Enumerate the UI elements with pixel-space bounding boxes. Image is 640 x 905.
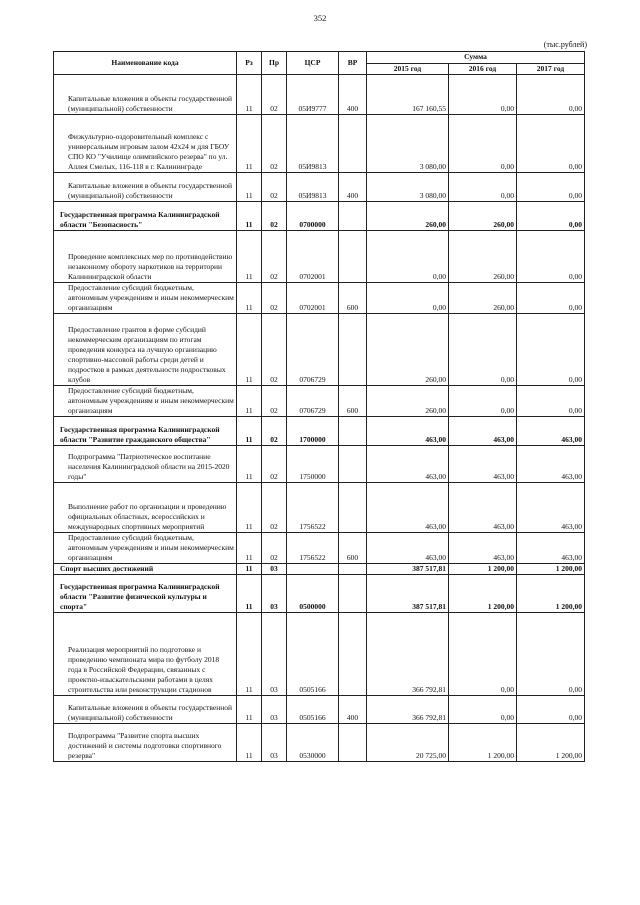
cell-rz: 11 [237, 533, 262, 564]
cell-vr: 600 [339, 283, 367, 314]
cell-rz: 11 [237, 283, 262, 314]
cell-vr [339, 724, 367, 762]
cell-vr [339, 575, 367, 613]
cell-2015: 260,00 [367, 314, 449, 386]
cell-2015: 0,00 [367, 231, 449, 283]
cell-csr: 1750000 [287, 446, 339, 483]
cell-rz: 11 [237, 173, 262, 202]
cell-rz: 11 [237, 202, 262, 231]
cell-csr: 05И9813 [287, 173, 339, 202]
cell-pr: 02 [262, 417, 287, 446]
cell-2016: 0,00 [449, 75, 517, 115]
table-row [54, 575, 585, 613]
cell-2017: 0,00 [517, 202, 585, 231]
cell-2016: 463,00 [449, 533, 517, 564]
cell-pr: 02 [262, 314, 287, 386]
cell-name: Предоставление субсидий бюджетным, автономным учреждениям и иным некоммерческим организациям [54, 533, 237, 564]
cell-name: Капитальные вложения в объекты государственной (муниципальной) собственности [54, 173, 237, 202]
cell-vr: 400 [339, 75, 367, 115]
cell-vr [339, 417, 367, 446]
cell-pr: 03 [262, 696, 287, 724]
cell-2017: 0,00 [517, 75, 585, 115]
cell-vr [339, 231, 367, 283]
cell-2015: 167 160,55 [367, 75, 449, 115]
cell-vr: 600 [339, 533, 367, 564]
cell-name: Спорт высших достижений [54, 564, 237, 575]
cell-csr: 0706729 [287, 314, 339, 386]
cell-pr: 02 [262, 173, 287, 202]
header-year-2015: 2015 год [367, 63, 449, 75]
table-row [54, 386, 585, 417]
table-row [54, 75, 585, 115]
cell-2015: 387 517,81 [367, 564, 449, 575]
cell-2017: 0,00 [517, 115, 585, 173]
cell-name: Подпрограмма "Патриотическое воспитание населения Калининградской области на 2015-2020 годы" [54, 446, 237, 483]
table-row [54, 533, 585, 564]
table-body [54, 75, 585, 762]
cell-2016: 463,00 [449, 417, 517, 446]
cell-2016: 1 200,00 [449, 564, 517, 575]
cell-csr: 05И9813 [287, 115, 339, 173]
cell-name: Государственная программа Калининградской области "Развитие гражданского общества" [54, 417, 237, 446]
cell-2016: 463,00 [449, 483, 517, 533]
cell-pr: 02 [262, 115, 287, 173]
cell-rz: 11 [237, 564, 262, 575]
cell-2016: 260,00 [449, 283, 517, 314]
cell-csr [287, 564, 339, 575]
cell-pr: 03 [262, 564, 287, 575]
cell-2017: 1 200,00 [517, 724, 585, 762]
cell-name: Предоставление субсидий бюджетным, автономным учреждениям и иным некоммерческим организациям [54, 386, 237, 417]
cell-2017: 463,00 [517, 417, 585, 446]
header-sum: Сумма [367, 52, 585, 64]
table-row [54, 483, 585, 533]
cell-csr: 0505166 [287, 613, 339, 696]
cell-pr: 02 [262, 75, 287, 115]
header-vr: ВР [339, 52, 367, 75]
cell-2017: 463,00 [517, 533, 585, 564]
cell-2017: 0,00 [517, 283, 585, 314]
cell-2015: 20 725,00 [367, 724, 449, 762]
cell-2015: 366 792,81 [367, 613, 449, 696]
table-row [54, 231, 585, 283]
cell-rz: 11 [237, 446, 262, 483]
cell-2016: 260,00 [449, 231, 517, 283]
table-row [54, 724, 585, 762]
cell-vr [339, 202, 367, 231]
cell-csr: 0500000 [287, 575, 339, 613]
cell-2015: 463,00 [367, 533, 449, 564]
cell-2017: 0,00 [517, 314, 585, 386]
cell-rz: 11 [237, 386, 262, 417]
cell-csr: 1700000 [287, 417, 339, 446]
cell-2016: 0,00 [449, 314, 517, 386]
cell-2016: 1 200,00 [449, 724, 517, 762]
cell-vr [339, 446, 367, 483]
cell-pr: 03 [262, 575, 287, 613]
cell-pr: 02 [262, 483, 287, 533]
cell-2017: 0,00 [517, 613, 585, 696]
cell-name: Подпрограмма "Развитие спорта высших достижений и системы подготовки спортивного резерва" [54, 724, 237, 762]
cell-csr: 0702001 [287, 283, 339, 314]
cell-pr: 02 [262, 283, 287, 314]
cell-2015: 3 080,00 [367, 115, 449, 173]
cell-2015: 463,00 [367, 446, 449, 483]
cell-pr: 02 [262, 386, 287, 417]
cell-2017: 463,00 [517, 483, 585, 533]
cell-vr: 400 [339, 173, 367, 202]
cell-2016: 260,00 [449, 202, 517, 231]
table-row [54, 283, 585, 314]
cell-csr: 0706729 [287, 386, 339, 417]
cell-2016: 0,00 [449, 696, 517, 724]
header-rz: Рз [237, 52, 262, 75]
cell-2017: 1 200,00 [517, 564, 585, 575]
budget-table [53, 51, 585, 762]
cell-name: Реализация мероприятий по подготовке и проведению чемпионата мира по футболу 2018 года в Российской Федерации, связанных с проектно-изыскательскими работами в целях строительства или реконструкции стадионов [54, 613, 237, 696]
cell-name: Выполнение работ по организации и проведению официальных областных, всероссийских и международных спортивных мероприятий [54, 483, 237, 533]
cell-vr: 400 [339, 696, 367, 724]
cell-pr: 02 [262, 533, 287, 564]
cell-2015: 463,00 [367, 417, 449, 446]
table-row [54, 564, 585, 575]
table-row [54, 314, 585, 386]
cell-pr: 03 [262, 613, 287, 696]
cell-2017: 0,00 [517, 231, 585, 283]
cell-2016: 0,00 [449, 613, 517, 696]
unit-label: (тыс.рублей) [543, 40, 587, 49]
cell-2016: 463,00 [449, 446, 517, 483]
cell-rz: 11 [237, 75, 262, 115]
cell-rz: 11 [237, 483, 262, 533]
table-row [54, 417, 585, 446]
cell-name: Государственная программа Калининградской области "Развитие физической культуры и спорта" [54, 575, 237, 613]
cell-2017: 463,00 [517, 446, 585, 483]
cell-2016: 0,00 [449, 115, 517, 173]
cell-csr: 0505166 [287, 696, 339, 724]
cell-2015: 387 517,81 [367, 575, 449, 613]
header-csr: ЦСР [287, 52, 339, 75]
cell-csr: 0530000 [287, 724, 339, 762]
cell-vr [339, 314, 367, 386]
cell-name: Капитальные вложения в объекты государственной (муниципальной) собственности [54, 75, 237, 115]
header-year-2016: 2016 год [449, 63, 517, 75]
cell-rz: 11 [237, 696, 262, 724]
cell-2016: 1 200,00 [449, 575, 517, 613]
cell-2016: 0,00 [449, 173, 517, 202]
cell-csr: 0700000 [287, 202, 339, 231]
cell-2017: 0,00 [517, 386, 585, 417]
cell-name: Физкультурно-оздоровительный комплекс с универсальным игровым залом 42х24 м для ГБОУ СПО КО "Училище олимпийского резерва" по ул. Аллея Смелых, 116-118 в г. Калининграде [54, 115, 237, 173]
cell-rz: 11 [237, 115, 262, 173]
cell-vr [339, 115, 367, 173]
cell-pr: 03 [262, 724, 287, 762]
cell-csr: 0702001 [287, 231, 339, 283]
cell-vr [339, 613, 367, 696]
table-row [54, 696, 585, 724]
cell-rz: 11 [237, 724, 262, 762]
table-row [54, 446, 585, 483]
cell-rz: 11 [237, 417, 262, 446]
cell-2015: 463,00 [367, 483, 449, 533]
cell-csr: 1756522 [287, 533, 339, 564]
cell-2015: 366 792,81 [367, 696, 449, 724]
cell-2015: 260,00 [367, 202, 449, 231]
cell-rz: 11 [237, 231, 262, 283]
header-name: Наименование кода [54, 52, 237, 75]
cell-rz: 11 [237, 575, 262, 613]
cell-pr: 02 [262, 202, 287, 231]
header-year-2017: 2017 год [517, 63, 585, 75]
cell-rz: 11 [237, 613, 262, 696]
cell-csr: 1756522 [287, 483, 339, 533]
table-row [54, 173, 585, 202]
page-number: 352 [313, 13, 327, 23]
cell-vr [339, 564, 367, 575]
header-pr: Пр [262, 52, 287, 75]
cell-2017: 0,00 [517, 173, 585, 202]
cell-pr: 02 [262, 231, 287, 283]
table-row [54, 202, 585, 231]
cell-name: Проведение комплексных мер по противодействию незаконному обороту наркотиков на территории Калининградской области [54, 231, 237, 283]
cell-vr [339, 483, 367, 533]
cell-2017: 1 200,00 [517, 575, 585, 613]
cell-name: Предоставление субсидий бюджетным, автономным учреждениям и иным некоммерческим организациям [54, 283, 237, 314]
cell-2016: 0,00 [449, 386, 517, 417]
cell-2017: 0,00 [517, 696, 585, 724]
table-row [54, 613, 585, 696]
table-row [54, 115, 585, 173]
cell-name: Капитальные вложения в объекты государственной (муниципальной) собственности [54, 696, 237, 724]
cell-name: Государственная программа Калининградской области "Безопасность" [54, 202, 237, 231]
cell-2015: 260,00 [367, 386, 449, 417]
cell-pr: 02 [262, 446, 287, 483]
cell-2015: 3 080,00 [367, 173, 449, 202]
cell-rz: 11 [237, 314, 262, 386]
cell-vr: 600 [339, 386, 367, 417]
cell-2015: 0,00 [367, 283, 449, 314]
cell-csr: 05И9777 [287, 75, 339, 115]
cell-name: Предоставление грантов в форме субсидий некоммерческим организациям по итогам проведения конкурса на лучшую организацию спортивно-массовой работы среди детей и подростков в рамках деятельности подростковых клубов [54, 314, 237, 386]
